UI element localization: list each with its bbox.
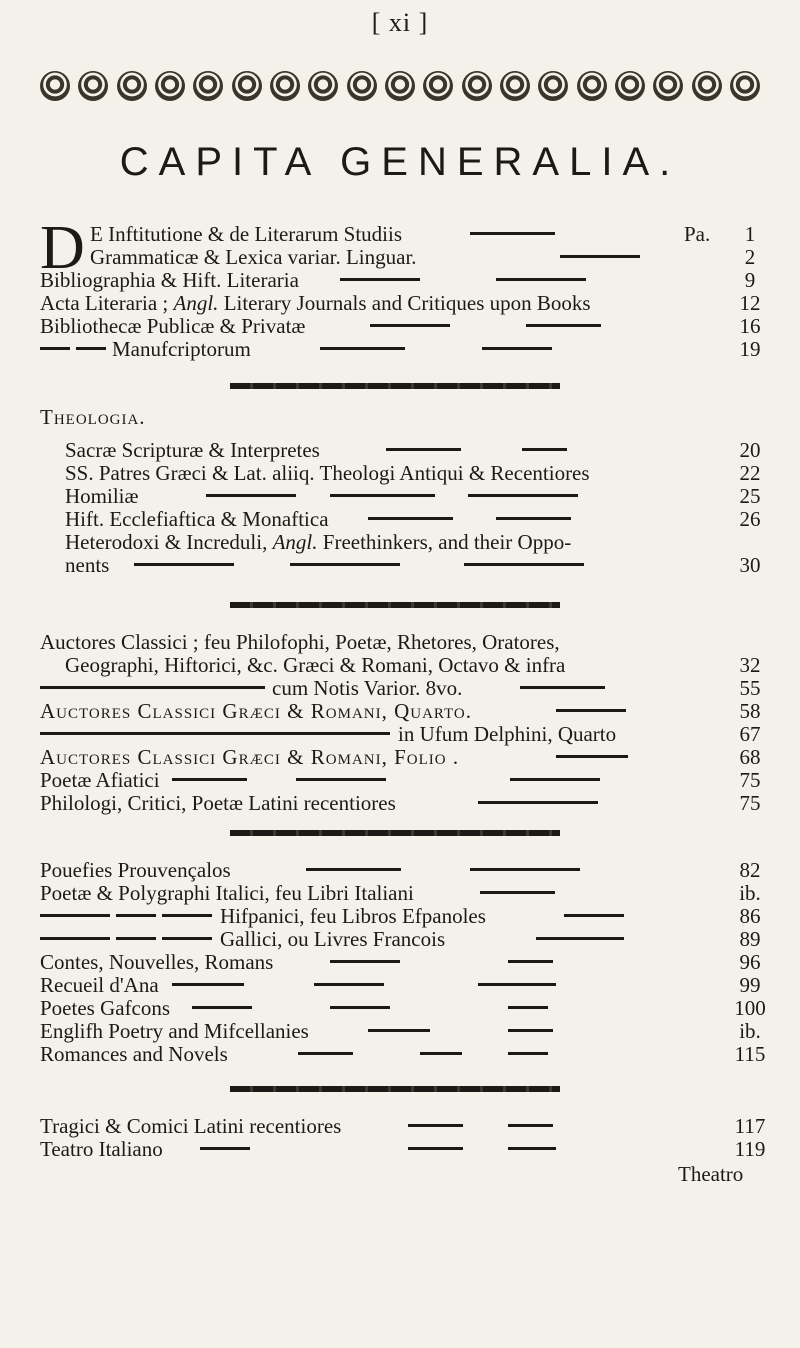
leader-rule (386, 448, 461, 451)
entry-text: Bibliothecæ Publicæ & Privatæ (40, 314, 306, 338)
entry-text-italic: Angl. (272, 530, 318, 554)
entry-text (65, 530, 571, 554)
index-entry (0, 222, 800, 246)
entry-page: 115 (734, 1042, 766, 1066)
entry-page: 9 (744, 268, 756, 292)
section-divider (230, 383, 560, 389)
index-entry (0, 950, 800, 974)
index-entry (0, 1042, 800, 1066)
drop-capital: D (40, 214, 85, 282)
section-title: CAPITA GENERALIA. (119, 140, 681, 184)
entry-text-part: Freethinkers, and their Oppo- (317, 530, 572, 554)
ornament-icon (232, 71, 262, 101)
entry-text: Tragici & Comici Latini recentiores (40, 1114, 342, 1138)
leader-rule (508, 1052, 548, 1055)
entry-page: 58 (739, 699, 761, 723)
leader-rule (172, 778, 247, 781)
index-entry (0, 1137, 800, 1161)
index-entry (0, 768, 800, 792)
index-entry (0, 653, 800, 677)
leader-rule (192, 1006, 252, 1009)
leader-rule (520, 686, 605, 689)
entry-text: Auctores Classici Græci & Romani, Quarto. (40, 699, 473, 723)
entry-page: 89 (739, 927, 761, 951)
ornament-icon (347, 71, 377, 101)
leader-rule (40, 937, 110, 940)
ornament-icon (615, 71, 645, 101)
index-entry (0, 461, 800, 485)
entry-text: in Ufum Delphini, Quarto (398, 722, 617, 746)
index-entry (0, 291, 800, 315)
entry-page: 2 (744, 245, 756, 269)
entry-text: SS. Patres Græci & Lat. aliiq. Theologi Antiqui & Recentiores (65, 461, 590, 485)
leader-rule (162, 937, 212, 940)
entry-text: Romances and Novels (40, 1042, 228, 1066)
entry-text: Philologi, Critici, Poetæ Latini recentiores (40, 791, 396, 815)
entry-text: Recueil d'Ana (40, 973, 159, 997)
page-number: [ xi ] (371, 8, 429, 37)
index-entry (0, 484, 800, 508)
index-entry (0, 699, 800, 723)
entry-page: 99 (739, 973, 761, 997)
leader-rule (508, 1006, 548, 1009)
catchword-row (0, 1162, 800, 1186)
leader-rule (40, 914, 110, 917)
entry-text: Teatro Italiano (40, 1137, 163, 1161)
entry-page: 12 (739, 291, 761, 315)
leader-rule (116, 937, 156, 940)
leader-rule (40, 686, 265, 689)
leader-rule (564, 914, 624, 917)
leader-rule (330, 960, 400, 963)
entry-page: 25 (739, 484, 761, 508)
leader-rule (508, 960, 553, 963)
ornament-icon (117, 71, 147, 101)
ornament-icon (308, 71, 338, 101)
leader-rule (200, 1147, 250, 1150)
leader-rule (368, 1029, 430, 1032)
entry-page: 20 (739, 438, 761, 462)
leader-rule (162, 914, 212, 917)
index-entry (0, 438, 800, 462)
leader-rule (480, 891, 555, 894)
leader-rule (470, 232, 555, 235)
index-entry (0, 676, 800, 700)
entry-text (40, 291, 591, 315)
entry-page: 100 (734, 996, 766, 1020)
leader-rule (496, 517, 571, 520)
index-entry (0, 858, 800, 882)
entry-page: 75 (739, 768, 761, 792)
index-entry (0, 268, 800, 292)
index-entry (0, 881, 800, 905)
entry-text-part: Acta Literaria ; (40, 291, 174, 315)
index-entry (0, 530, 800, 554)
entry-page: 55 (739, 676, 761, 700)
leader-rule (314, 983, 384, 986)
entry-text: Manufcriptorum (112, 337, 251, 361)
index-entry (0, 245, 800, 269)
leader-rule (526, 324, 601, 327)
leader-rule (206, 494, 296, 497)
leader-rule (290, 563, 400, 566)
leader-rule (306, 868, 401, 871)
entry-page: 86 (739, 904, 761, 928)
ornament-icon (78, 71, 108, 101)
entry-text: Grammaticæ & Lexica variar. Linguar. (90, 245, 417, 269)
leader-rule (560, 255, 640, 258)
leader-rule (340, 278, 420, 281)
leader-rule (522, 448, 567, 451)
entry-text: E Inftitutione & de Literarum Studiis (90, 222, 403, 246)
entry-text: Auctores Classici Græci & Romani, Folio . (40, 745, 460, 769)
index-entry (0, 1114, 800, 1138)
leader-rule (296, 778, 386, 781)
leader-rule (508, 1029, 553, 1032)
entry-page: 119 (734, 1137, 766, 1161)
entry-page: 22 (739, 461, 761, 485)
entry-text: Auctores Classici ; feu Philofophi, Poetæ, Rhetores, Oratores, (40, 630, 560, 654)
ornament-icon (577, 71, 607, 101)
entry-page: 1 (744, 222, 756, 246)
entry-page: ib. (739, 1019, 761, 1043)
leader-rule (470, 868, 580, 871)
index-entry (0, 630, 800, 654)
leader-rule (496, 278, 586, 281)
leader-rule (556, 709, 626, 712)
entry-page: 30 (739, 553, 761, 577)
leader-rule (40, 347, 70, 350)
entry-page: 117 (734, 1114, 766, 1138)
leader-rule (510, 778, 600, 781)
leader-rule (420, 1052, 462, 1055)
leader-rule (464, 563, 584, 566)
ornament-icon (155, 71, 185, 101)
entry-text: Englifh Poetry and Mifcellanies (40, 1019, 309, 1043)
index-entry (0, 1019, 800, 1043)
entry-text: Hift. Ecclefiaftica & Monaftica (65, 507, 329, 531)
leader-rule (408, 1147, 463, 1150)
entry-text: Homiliæ (65, 484, 139, 508)
entry-text: cum Notis Varior. 8vo. (272, 676, 463, 700)
leader-rule (76, 347, 106, 350)
leader-rule (330, 1006, 390, 1009)
entry-page: 16 (739, 314, 761, 338)
entry-text: nents (65, 553, 110, 577)
leader-rule (536, 937, 624, 940)
index-entry (0, 791, 800, 815)
ornament-icon (270, 71, 300, 101)
entry-page: 32 (739, 653, 761, 677)
leader-rule (478, 983, 556, 986)
entry-page: 82 (739, 858, 761, 882)
entry-page: 67 (739, 722, 761, 746)
entry-text: Poetæ Afiatici (40, 768, 160, 792)
page-prefix: Pa. (684, 222, 711, 246)
leader-rule (368, 517, 453, 520)
leader-rule (298, 1052, 353, 1055)
leader-rule (40, 732, 390, 735)
index-entry (0, 722, 800, 746)
ornament-icon (538, 71, 568, 101)
index-entry (0, 973, 800, 997)
section-divider (230, 602, 560, 608)
ornament-band (40, 66, 760, 106)
index-entry (0, 337, 800, 361)
ornament-icon (653, 71, 683, 101)
leader-rule (172, 983, 244, 986)
entry-text: Poetes Gafcons (40, 996, 171, 1020)
entry-text: Geographi, Hiftorici, &c. Græci & Romani, Octavo & infra (65, 653, 566, 677)
leader-rule (116, 914, 156, 917)
leader-rule (408, 1124, 463, 1127)
ornament-icon (500, 71, 530, 101)
leader-rule (134, 563, 234, 566)
section-heading-row (0, 405, 800, 429)
entry-text: Hifpanici, feu Libros Efpanoles (220, 904, 486, 928)
ornament-icon (385, 71, 415, 101)
entry-page: 68 (739, 745, 761, 769)
index-entry (0, 996, 800, 1020)
leader-rule (320, 347, 405, 350)
entry-text: Gallici, ou Livres Francois (220, 927, 446, 951)
entry-text: Sacræ Scripturæ & Interpretes (65, 438, 320, 462)
leader-rule (330, 494, 435, 497)
entry-page: 75 (739, 791, 761, 815)
index-entry (0, 904, 800, 928)
ornament-icon (193, 71, 223, 101)
entry-text: Contes, Nouvelles, Romans (40, 950, 274, 974)
index-entry (0, 553, 800, 577)
section-divider (230, 1086, 560, 1092)
leader-rule (478, 801, 598, 804)
entry-text-part: Heterodoxi & Increduli, (65, 530, 273, 554)
leader-rule (482, 347, 552, 350)
entry-text-italic: Angl. (173, 291, 219, 315)
ornament-icon (423, 71, 453, 101)
entry-page: 96 (739, 950, 761, 974)
entry-page: 26 (739, 507, 761, 531)
catchword: Theatro (678, 1162, 744, 1186)
section-divider (230, 830, 560, 836)
leader-rule (556, 755, 628, 758)
section-heading: Theologia. (40, 405, 146, 429)
leader-rule (468, 494, 578, 497)
entry-text-part: Literary Journals and Critiques upon Books (218, 291, 591, 315)
index-entry (0, 507, 800, 531)
entry-text: Pouefies Prouvençalos (40, 858, 231, 882)
leader-rule (508, 1147, 556, 1150)
entry-text: Bibliographia & Hift. Literaria (40, 268, 299, 292)
leader-rule (370, 324, 450, 327)
leader-rule (508, 1124, 553, 1127)
index-entry (0, 314, 800, 338)
entry-page: 19 (739, 337, 761, 361)
ornament-icon (730, 71, 760, 101)
entry-page: ib. (739, 881, 761, 905)
ornament-icon (462, 71, 492, 101)
ornament-icon (692, 71, 722, 101)
ornament-icon (40, 71, 70, 101)
index-entry (0, 927, 800, 951)
index-entry (0, 745, 800, 769)
entry-text: Poetæ & Polygraphi Italici, feu Libri Italiani (40, 881, 414, 905)
